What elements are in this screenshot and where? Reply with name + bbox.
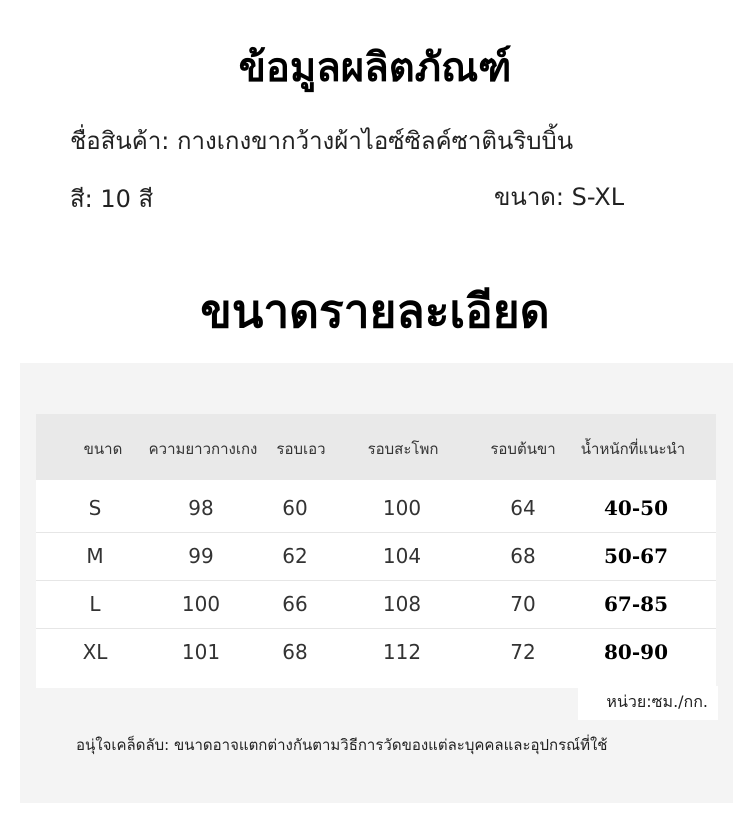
table-header-row: [36, 414, 716, 480]
cell-waist: 68: [282, 640, 308, 664]
unit-label-box: [578, 686, 718, 720]
cell-hip: 108: [382, 592, 422, 616]
page-title: ข้อมูลผลิตภัณฑ์: [238, 45, 512, 91]
measurement-note: อนุ่ใจเคล็ดลับ: ขนาดอาจแตกต่างกันตามวิธีการวัดของแต่ละบุคคลและอุปกรณ์ที่ใช้: [76, 736, 608, 754]
cell-waist: 62: [282, 544, 308, 568]
cell-size: M: [86, 544, 104, 568]
cell-thigh: 68: [510, 544, 536, 568]
cell-weight: 50-67: [604, 544, 668, 568]
size-details-title: ขนาดรายละเอียด: [200, 284, 550, 338]
cell-weight: 67-85: [604, 592, 668, 616]
cell-length: 99: [188, 544, 214, 568]
cell-thigh: 72: [510, 640, 536, 664]
color-count: สี: 10 สี: [70, 185, 154, 213]
cell-weight: 80-90: [604, 640, 668, 664]
cell-length: 98: [188, 496, 214, 520]
cell-weight: 40-50: [604, 496, 668, 520]
header-pants-length: ความยาวกางเกง: [148, 440, 258, 458]
cell-waist: 60: [282, 496, 308, 520]
cell-size: L: [89, 592, 101, 616]
header-hip: รอบสะโพก: [367, 440, 439, 458]
cell-hip: 104: [382, 544, 422, 568]
header-recommended-weight: น้ำหนักที่แนะนำ: [580, 440, 686, 458]
cell-thigh: 64: [510, 496, 536, 520]
table-row: [36, 532, 716, 581]
table-row: [36, 484, 716, 533]
size-table: [36, 414, 716, 688]
header-thigh: รอบต้นขา: [490, 440, 556, 458]
cell-thigh: 70: [510, 592, 536, 616]
cell-hip: 100: [382, 496, 422, 520]
header-waist: รอบเอว: [276, 440, 326, 458]
product-name: ชื่อสินค้า: กางเกงขากว้างผ้าไอซ์ซิลค์ซาตินริบบิ้น: [70, 127, 574, 155]
cell-size: XL: [82, 640, 108, 664]
cell-hip: 112: [382, 640, 422, 664]
unit-label: หน่วย:ซม./กก.: [606, 692, 708, 711]
cell-waist: 66: [282, 592, 308, 616]
table-row: [36, 628, 716, 676]
cell-size: S: [88, 496, 102, 520]
size-range: ขนาด: S-XL: [494, 183, 625, 211]
cell-length: 101: [181, 640, 221, 664]
cell-length: 100: [181, 592, 221, 616]
table-row: [36, 580, 716, 629]
header-size: ขนาด: [83, 440, 123, 458]
